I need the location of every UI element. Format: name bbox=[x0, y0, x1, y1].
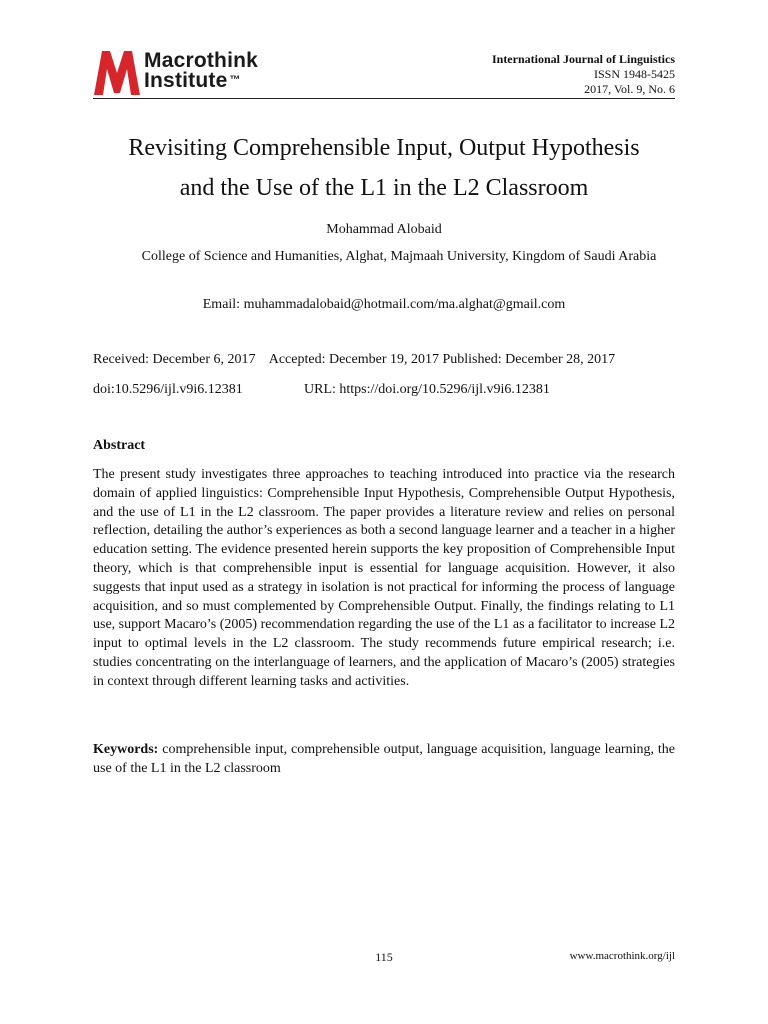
doi-url[interactable]: URL: https://doi.org/10.5296/ijl.v9i6.12381 bbox=[304, 382, 550, 397]
header-divider bbox=[93, 98, 675, 99]
logo-wordmark bbox=[144, 51, 258, 91]
author-email: Email: muhammadalobaid@hotmail.com/ma.alghat@gmail.com bbox=[202, 297, 566, 312]
keywords bbox=[93, 741, 675, 779]
author-affiliation: College of Science and Humanities, Alghat, Majmaah University, Kingdom of Saudi Arabia bbox=[141, 249, 657, 264]
doi: doi:10.5296/ijl.v9i6.12381 bbox=[93, 382, 243, 397]
title-line-2: and the Use of the L1 in the L2 Classroom bbox=[179, 175, 589, 201]
trademark-symbol: ™ bbox=[229, 74, 241, 86]
logo-line2: Institute bbox=[144, 69, 228, 92]
logo-line1: Macrothink bbox=[144, 49, 259, 72]
keywords-label: Keywords: bbox=[93, 742, 159, 757]
keywords-list: comprehensible input, comprehensible output, language acquisition, language learning, the use of the L1 in the L2 classroom bbox=[93, 742, 675, 776]
journal-issn: ISSN 1948-5425 bbox=[593, 67, 675, 81]
author-name: Mohammad Alobaid bbox=[326, 222, 442, 237]
journal-info bbox=[492, 52, 675, 97]
page-number: 115 bbox=[375, 950, 393, 964]
journal-name: International Journal of Linguistics bbox=[491, 52, 675, 66]
journal-issue: 2017, Vol. 9, No. 6 bbox=[584, 82, 675, 96]
abstract-text: The present study investigates three approaches to teaching introduced into practice via the research domain of applied linguistics: Comprehensible Input Hypothesis, Comprehensible Output Hypothesis, and the use of L1 in the L2 classroom. The paper provides a literature review and relies on personal reflection, detailing the author’s experiences as both a second language learner and a teacher in a higher education setting. The evidence presented herein supports the key proposition of Comprehensible Input theory, which is that comprehensible input is essential for language acquisition. However, it also suggests that input used as a strategy in isolation is not practical for informing the process of language acquisition, and so must complemented by Comprehensible Output. Finally, the findings relating to L1 use, support Macaro’s (2005) recommendation regarding the use of the L1 as a facilitator to increase L2 input to optimal levels in the L2 classroom. The study recommends future empirical research; i.e. studies concentrating on the interlanguage of learners, and the application of Macaro’s (2005) strategies in context through different learning tasks and activities. bbox=[93, 467, 675, 689]
publication-dates: Received: December 6, 2017 Accepted: December 19, 2017 Published: December 28, 2017 bbox=[93, 352, 616, 367]
publisher-logo bbox=[94, 47, 294, 99]
macrothink-m-logo-icon bbox=[94, 47, 140, 97]
journal-website[interactable]: www.macrothink.org/ijl bbox=[569, 950, 675, 962]
title-line-1: Revisiting Comprehensible Input, Output Hypothesis bbox=[128, 135, 640, 161]
article-title bbox=[60, 128, 708, 208]
abstract-heading: Abstract bbox=[93, 438, 146, 453]
